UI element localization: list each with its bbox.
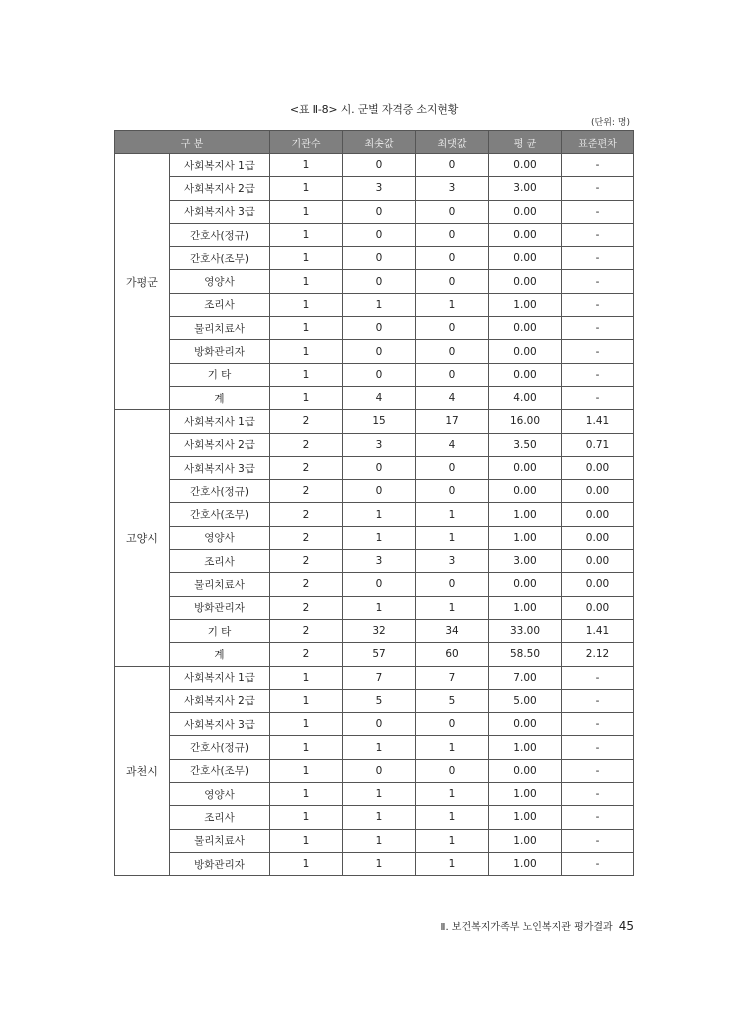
max-cell: 17 bbox=[416, 410, 489, 433]
max-cell: 1 bbox=[416, 783, 489, 806]
table-row bbox=[115, 783, 634, 806]
stddev-cell: - bbox=[562, 806, 634, 829]
table-row bbox=[115, 223, 634, 246]
stddev-cell: 0.00 bbox=[562, 573, 634, 596]
max-cell: 0 bbox=[416, 713, 489, 736]
item-cell: 영양사 bbox=[170, 270, 270, 293]
mean-cell: 0.00 bbox=[489, 223, 562, 246]
mean-cell: 1.00 bbox=[489, 736, 562, 759]
table-row bbox=[115, 456, 634, 479]
mean-cell: 0.00 bbox=[489, 456, 562, 479]
institutions-cell: 2 bbox=[270, 596, 343, 619]
min-cell: 0 bbox=[343, 270, 416, 293]
item-cell: 사회복지사 3급 bbox=[170, 456, 270, 479]
stddev-cell: 0.00 bbox=[562, 456, 634, 479]
max-cell: 0 bbox=[416, 223, 489, 246]
stddev-cell: 0.71 bbox=[562, 433, 634, 456]
mean-cell: 1.00 bbox=[489, 503, 562, 526]
item-cell: 방화관리자 bbox=[170, 340, 270, 363]
table-row bbox=[115, 736, 634, 759]
min-cell: 0 bbox=[343, 480, 416, 503]
min-cell: 0 bbox=[343, 223, 416, 246]
max-cell: 0 bbox=[416, 480, 489, 503]
stddev-cell: - bbox=[562, 783, 634, 806]
table-row bbox=[115, 829, 634, 852]
table-row bbox=[115, 619, 634, 642]
table-row bbox=[115, 293, 634, 316]
institutions-cell: 1 bbox=[270, 177, 343, 200]
region-cell: 과천시 bbox=[115, 666, 170, 876]
table-row bbox=[115, 433, 634, 456]
item-cell: 영양사 bbox=[170, 783, 270, 806]
institutions-cell: 1 bbox=[270, 713, 343, 736]
stddev-cell: - bbox=[562, 340, 634, 363]
max-cell: 4 bbox=[416, 386, 489, 409]
mean-cell: 7.00 bbox=[489, 666, 562, 689]
max-cell: 0 bbox=[416, 363, 489, 386]
mean-cell: 0.00 bbox=[489, 270, 562, 293]
mean-cell: 0.00 bbox=[489, 247, 562, 270]
mean-cell: 33.00 bbox=[489, 619, 562, 642]
min-cell: 0 bbox=[343, 154, 416, 177]
institutions-cell: 1 bbox=[270, 247, 343, 270]
max-cell: 1 bbox=[416, 503, 489, 526]
stddev-cell: - bbox=[562, 200, 634, 223]
max-cell: 0 bbox=[416, 759, 489, 782]
stddev-cell: - bbox=[562, 713, 634, 736]
min-cell: 5 bbox=[343, 689, 416, 712]
institutions-cell: 1 bbox=[270, 829, 343, 852]
min-cell: 32 bbox=[343, 619, 416, 642]
stddev-cell: 2.12 bbox=[562, 643, 634, 666]
institutions-cell: 1 bbox=[270, 852, 343, 875]
item-cell: 조리사 bbox=[170, 806, 270, 829]
mean-cell: 0.00 bbox=[489, 363, 562, 386]
item-cell: 물리치료사 bbox=[170, 829, 270, 852]
institutions-cell: 2 bbox=[270, 410, 343, 433]
table-row bbox=[115, 480, 634, 503]
item-cell: 조리사 bbox=[170, 293, 270, 316]
item-cell: 간호사(조무) bbox=[170, 759, 270, 782]
institutions-cell: 2 bbox=[270, 550, 343, 573]
institutions-cell: 1 bbox=[270, 736, 343, 759]
table-row bbox=[115, 526, 634, 549]
item-cell: 기 타 bbox=[170, 619, 270, 642]
min-cell: 0 bbox=[343, 573, 416, 596]
stddev-cell: - bbox=[562, 154, 634, 177]
table-row bbox=[115, 666, 634, 689]
header-mean: 평 균 bbox=[489, 131, 562, 154]
item-cell: 방화관리자 bbox=[170, 852, 270, 875]
institutions-cell: 1 bbox=[270, 270, 343, 293]
item-cell: 사회복지사 1급 bbox=[170, 666, 270, 689]
item-cell: 조리사 bbox=[170, 550, 270, 573]
max-cell: 1 bbox=[416, 596, 489, 619]
max-cell: 3 bbox=[416, 550, 489, 573]
stddev-cell: 1.41 bbox=[562, 410, 634, 433]
min-cell: 1 bbox=[343, 829, 416, 852]
mean-cell: 0.00 bbox=[489, 154, 562, 177]
footer-text: Ⅱ. 보건복지가족부 노인복지관 평가결과 bbox=[440, 922, 613, 933]
item-cell: 사회복지사 3급 bbox=[170, 200, 270, 223]
mean-cell: 1.00 bbox=[489, 526, 562, 549]
table-row bbox=[115, 154, 634, 177]
stddev-cell: - bbox=[562, 317, 634, 340]
table-row bbox=[115, 852, 634, 875]
max-cell: 1 bbox=[416, 852, 489, 875]
institutions-cell: 2 bbox=[270, 503, 343, 526]
header-category: 구 분 bbox=[115, 131, 270, 154]
max-cell: 0 bbox=[416, 573, 489, 596]
institutions-cell: 1 bbox=[270, 293, 343, 316]
item-cell: 사회복지사 2급 bbox=[170, 689, 270, 712]
item-cell: 영양사 bbox=[170, 526, 270, 549]
mean-cell: 1.00 bbox=[489, 806, 562, 829]
table-row bbox=[115, 713, 634, 736]
mean-cell: 58.50 bbox=[489, 643, 562, 666]
item-cell: 계 bbox=[170, 643, 270, 666]
max-cell: 5 bbox=[416, 689, 489, 712]
min-cell: 57 bbox=[343, 643, 416, 666]
mean-cell: 1.00 bbox=[489, 829, 562, 852]
item-cell: 물리치료사 bbox=[170, 573, 270, 596]
max-cell: 0 bbox=[416, 456, 489, 479]
institutions-cell: 1 bbox=[270, 154, 343, 177]
min-cell: 15 bbox=[343, 410, 416, 433]
institutions-cell: 1 bbox=[270, 783, 343, 806]
table-caption: <표 Ⅱ-8> 시. 군별 자격증 소지현황 bbox=[289, 103, 459, 116]
stddev-cell: - bbox=[562, 689, 634, 712]
max-cell: 0 bbox=[416, 247, 489, 270]
table-row bbox=[115, 200, 634, 223]
item-cell: 간호사(조무) bbox=[170, 247, 270, 270]
item-cell: 사회복지사 2급 bbox=[170, 177, 270, 200]
min-cell: 3 bbox=[343, 433, 416, 456]
item-cell: 간호사(조무) bbox=[170, 503, 270, 526]
item-cell: 사회복지사 2급 bbox=[170, 433, 270, 456]
stddev-cell: - bbox=[562, 852, 634, 875]
max-cell: 1 bbox=[416, 736, 489, 759]
max-cell: 1 bbox=[416, 293, 489, 316]
min-cell: 1 bbox=[343, 503, 416, 526]
header-stddev: 표준편차 bbox=[562, 131, 634, 154]
institutions-cell: 2 bbox=[270, 619, 343, 642]
mean-cell: 4.00 bbox=[489, 386, 562, 409]
mean-cell: 1.00 bbox=[489, 852, 562, 875]
item-cell: 사회복지사 1급 bbox=[170, 154, 270, 177]
min-cell: 1 bbox=[343, 783, 416, 806]
stddev-cell: - bbox=[562, 293, 634, 316]
min-cell: 3 bbox=[343, 550, 416, 573]
max-cell: 0 bbox=[416, 340, 489, 363]
institutions-cell: 1 bbox=[270, 806, 343, 829]
table-row bbox=[115, 410, 634, 433]
mean-cell: 5.00 bbox=[489, 689, 562, 712]
institutions-cell: 1 bbox=[270, 386, 343, 409]
min-cell: 1 bbox=[343, 806, 416, 829]
min-cell: 0 bbox=[343, 456, 416, 479]
table-row bbox=[115, 270, 634, 293]
header-institutions: 기관수 bbox=[270, 131, 343, 154]
certification-table bbox=[114, 130, 634, 876]
max-cell: 7 bbox=[416, 666, 489, 689]
mean-cell: 0.00 bbox=[489, 573, 562, 596]
table-row bbox=[115, 596, 634, 619]
table-row bbox=[115, 503, 634, 526]
item-cell: 물리치료사 bbox=[170, 317, 270, 340]
min-cell: 1 bbox=[343, 596, 416, 619]
mean-cell: 1.00 bbox=[489, 293, 562, 316]
institutions-cell: 1 bbox=[270, 759, 343, 782]
page-footer bbox=[441, 918, 634, 933]
min-cell: 1 bbox=[343, 526, 416, 549]
stddev-cell: 0.00 bbox=[562, 526, 634, 549]
stddev-cell: 0.00 bbox=[562, 550, 634, 573]
institutions-cell: 1 bbox=[270, 200, 343, 223]
stddev-cell: 0.00 bbox=[562, 596, 634, 619]
max-cell: 1 bbox=[416, 829, 489, 852]
max-cell: 1 bbox=[416, 526, 489, 549]
item-cell: 간호사(정규) bbox=[170, 223, 270, 246]
max-cell: 0 bbox=[416, 154, 489, 177]
institutions-cell: 1 bbox=[270, 223, 343, 246]
mean-cell: 3.00 bbox=[489, 550, 562, 573]
max-cell: 0 bbox=[416, 317, 489, 340]
min-cell: 7 bbox=[343, 666, 416, 689]
min-cell: 0 bbox=[343, 363, 416, 386]
institutions-cell: 2 bbox=[270, 456, 343, 479]
stddev-cell: - bbox=[562, 363, 634, 386]
table-row bbox=[115, 317, 634, 340]
min-cell: 4 bbox=[343, 386, 416, 409]
institutions-cell: 1 bbox=[270, 689, 343, 712]
item-cell: 사회복지사 3급 bbox=[170, 713, 270, 736]
region-cell: 가평군 bbox=[115, 154, 170, 410]
mean-cell: 0.00 bbox=[489, 713, 562, 736]
table-row bbox=[115, 573, 634, 596]
min-cell: 0 bbox=[343, 317, 416, 340]
page-number: 45 bbox=[618, 919, 634, 933]
table-row bbox=[115, 689, 634, 712]
stddev-cell: - bbox=[562, 666, 634, 689]
min-cell: 1 bbox=[343, 293, 416, 316]
item-cell: 간호사(정규) bbox=[170, 736, 270, 759]
item-cell: 사회복지사 1급 bbox=[170, 410, 270, 433]
min-cell: 0 bbox=[343, 713, 416, 736]
stddev-cell: 0.00 bbox=[562, 503, 634, 526]
stddev-cell: 1.41 bbox=[562, 619, 634, 642]
item-cell: 기 타 bbox=[170, 363, 270, 386]
institutions-cell: 2 bbox=[270, 573, 343, 596]
item-cell: 방화관리자 bbox=[170, 596, 270, 619]
table-row bbox=[115, 247, 634, 270]
max-cell: 4 bbox=[416, 433, 489, 456]
mean-cell: 3.50 bbox=[489, 433, 562, 456]
mean-cell: 0.00 bbox=[489, 340, 562, 363]
header-max: 최댓값 bbox=[416, 131, 489, 154]
mean-cell: 3.00 bbox=[489, 177, 562, 200]
stddev-cell: - bbox=[562, 177, 634, 200]
mean-cell: 16.00 bbox=[489, 410, 562, 433]
header-min: 최솟값 bbox=[343, 131, 416, 154]
mean-cell: 0.00 bbox=[489, 480, 562, 503]
mean-cell: 0.00 bbox=[489, 317, 562, 340]
max-cell: 34 bbox=[416, 619, 489, 642]
table-row bbox=[115, 386, 634, 409]
header-row bbox=[115, 131, 634, 154]
stddev-cell: - bbox=[562, 759, 634, 782]
table-body bbox=[115, 154, 634, 876]
max-cell: 1 bbox=[416, 806, 489, 829]
mean-cell: 1.00 bbox=[489, 783, 562, 806]
table-row bbox=[115, 177, 634, 200]
min-cell: 0 bbox=[343, 247, 416, 270]
institutions-cell: 2 bbox=[270, 643, 343, 666]
table-row bbox=[115, 806, 634, 829]
institutions-cell: 2 bbox=[270, 526, 343, 549]
min-cell: 0 bbox=[343, 759, 416, 782]
region-cell: 고양시 bbox=[115, 410, 170, 666]
item-cell: 계 bbox=[170, 386, 270, 409]
stddev-cell: - bbox=[562, 386, 634, 409]
max-cell: 3 bbox=[416, 177, 489, 200]
max-cell: 0 bbox=[416, 270, 489, 293]
min-cell: 3 bbox=[343, 177, 416, 200]
unit-label: (단위: 명) bbox=[591, 118, 630, 128]
stddev-cell: - bbox=[562, 270, 634, 293]
table-row bbox=[115, 340, 634, 363]
mean-cell: 0.00 bbox=[489, 200, 562, 223]
item-cell: 간호사(정규) bbox=[170, 480, 270, 503]
max-cell: 0 bbox=[416, 200, 489, 223]
stddev-cell: - bbox=[562, 223, 634, 246]
min-cell: 0 bbox=[343, 200, 416, 223]
mean-cell: 1.00 bbox=[489, 596, 562, 619]
table-row bbox=[115, 550, 634, 573]
institutions-cell: 1 bbox=[270, 666, 343, 689]
min-cell: 1 bbox=[343, 852, 416, 875]
stddev-cell: 0.00 bbox=[562, 480, 634, 503]
min-cell: 0 bbox=[343, 340, 416, 363]
mean-cell: 0.00 bbox=[489, 759, 562, 782]
institutions-cell: 2 bbox=[270, 480, 343, 503]
table-row bbox=[115, 759, 634, 782]
min-cell: 1 bbox=[343, 736, 416, 759]
stddev-cell: - bbox=[562, 736, 634, 759]
stddev-cell: - bbox=[562, 829, 634, 852]
institutions-cell: 1 bbox=[270, 317, 343, 340]
stddev-cell: - bbox=[562, 247, 634, 270]
table-row bbox=[115, 363, 634, 386]
institutions-cell: 2 bbox=[270, 433, 343, 456]
institutions-cell: 1 bbox=[270, 363, 343, 386]
table-row bbox=[115, 643, 634, 666]
max-cell: 60 bbox=[416, 643, 489, 666]
institutions-cell: 1 bbox=[270, 340, 343, 363]
